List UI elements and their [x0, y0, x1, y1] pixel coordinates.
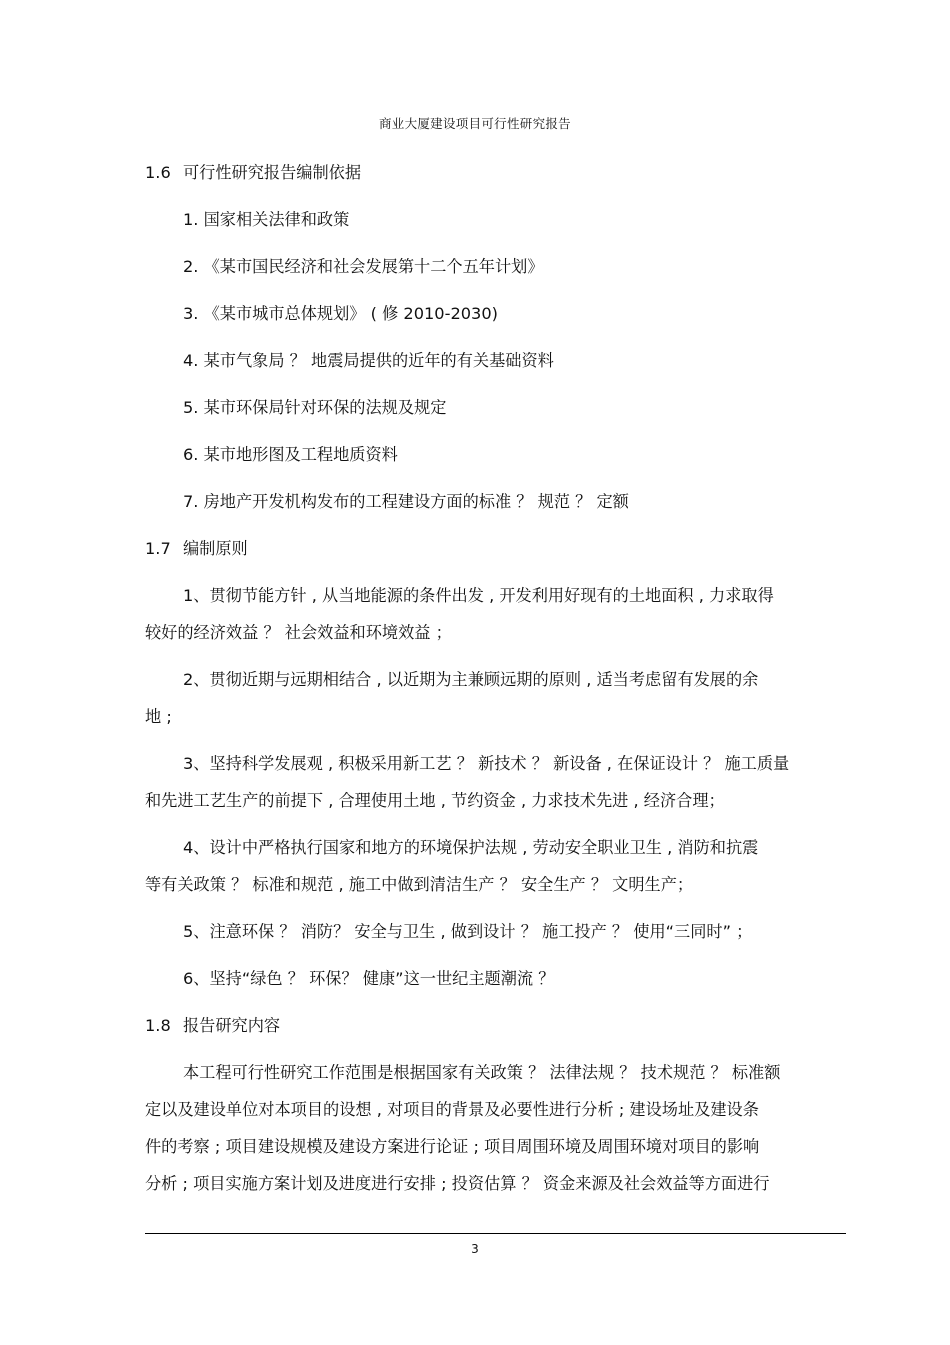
- basis-item: 6. 某市地形图及工程地质资料: [183, 445, 398, 464]
- section-number: 1.6: [145, 163, 171, 182]
- principle-line: 4、设计中严格执行国家和地方的环境保护法规 , 劳动安全职业卫生 , 消防和抗震: [183, 838, 759, 857]
- section-title: 报告研究内容: [183, 1016, 281, 1035]
- section-title: 可行性研究报告编制依据: [183, 163, 362, 182]
- footer-rule: [145, 1233, 846, 1234]
- running-header: 商业大厦建设项目可行性研究报告: [378, 116, 571, 131]
- content-line: 本工程可行性研究工作范围是根据国家有关政策 ？ 法律法规 ？ 技术规范 ？ 标准额: [183, 1063, 781, 1082]
- section-heading-1-7: [145, 538, 248, 560]
- principle-line: 地 ;: [145, 707, 172, 726]
- section-heading-1-6: [145, 162, 361, 184]
- section-number: 1.8: [145, 1016, 171, 1035]
- basis-item: 5. 某市环保局针对环保的法规及规定: [183, 398, 447, 417]
- content-line: 定以及建设单位对本项目的设想 , 对项目的背景及必要性进行分析 ; 建设场址及建设条: [145, 1100, 759, 1119]
- principle-line: 较好的经济效益 ？ 社会效益和环境效益 ；: [145, 623, 452, 642]
- basis-item: 3. 《某市城市总体规划》 ( 修 2010-2030): [183, 304, 498, 323]
- content-line: 件的考察 ; 项目建设规模及建设方案进行论证 ; 项目周围环境及周围环境对项目的影响: [145, 1137, 760, 1156]
- principle-line: 3、坚持科学发展观 , 积极采用新工艺 ？ 新技术 ？ 新设备 , 在保证设计 ？ 施工质量: [183, 754, 790, 773]
- principle-line: 2、贯彻近期与远期相结合 , 以近期为主兼顾远期的原则 , 适当考虑留有发展的余: [183, 670, 759, 689]
- section-title: 编制原则: [183, 539, 248, 558]
- principle-line: 1、贯彻节能方针 , 从当地能源的条件出发 , 开发利用好现有的土地面积 , 力求取得: [183, 586, 774, 605]
- content-line: 分析 ; 项目实施方案计划及进度进行安排 ; 投资估算 ？ 资金来源及社会效益等方面进行: [145, 1174, 770, 1193]
- basis-item: 4. 某市气象局 ？ 地震局提供的近年的有关基础资料: [183, 351, 554, 370]
- basis-item: 7. 房地产开发机构发布的工程建设方面的标准 ？ 规范 ？ 定额: [183, 492, 629, 511]
- basis-item: 2. 《某市国民经济和社会发展第十二个五年计划》: [183, 257, 544, 276]
- section-number: 1.7: [145, 539, 171, 558]
- principle-line: 6、坚持“绿色 ？ 环保？ 健康”这一世纪主题潮流 ？: [183, 969, 555, 988]
- section-heading-1-8: [145, 1015, 280, 1037]
- principle-line: 5、注意环保 ？ 消防？ 安全与卫生 , 做到设计 ？ 施工投产 ？ 使用“三同时” ；: [183, 922, 753, 941]
- principle-line: 等有关政策 ？ 标准和规范 , 施工中做到清洁生产 ？ 安全生产 ？ 文明生产；: [145, 875, 694, 894]
- page-number: 3: [471, 1242, 479, 1256]
- basis-item: 1. 国家相关法律和政策: [183, 210, 350, 229]
- principle-line: 和先进工艺生产的前提下 , 合理使用土地 , 节约资金 , 力求技术先进 , 经济合理；: [145, 791, 725, 810]
